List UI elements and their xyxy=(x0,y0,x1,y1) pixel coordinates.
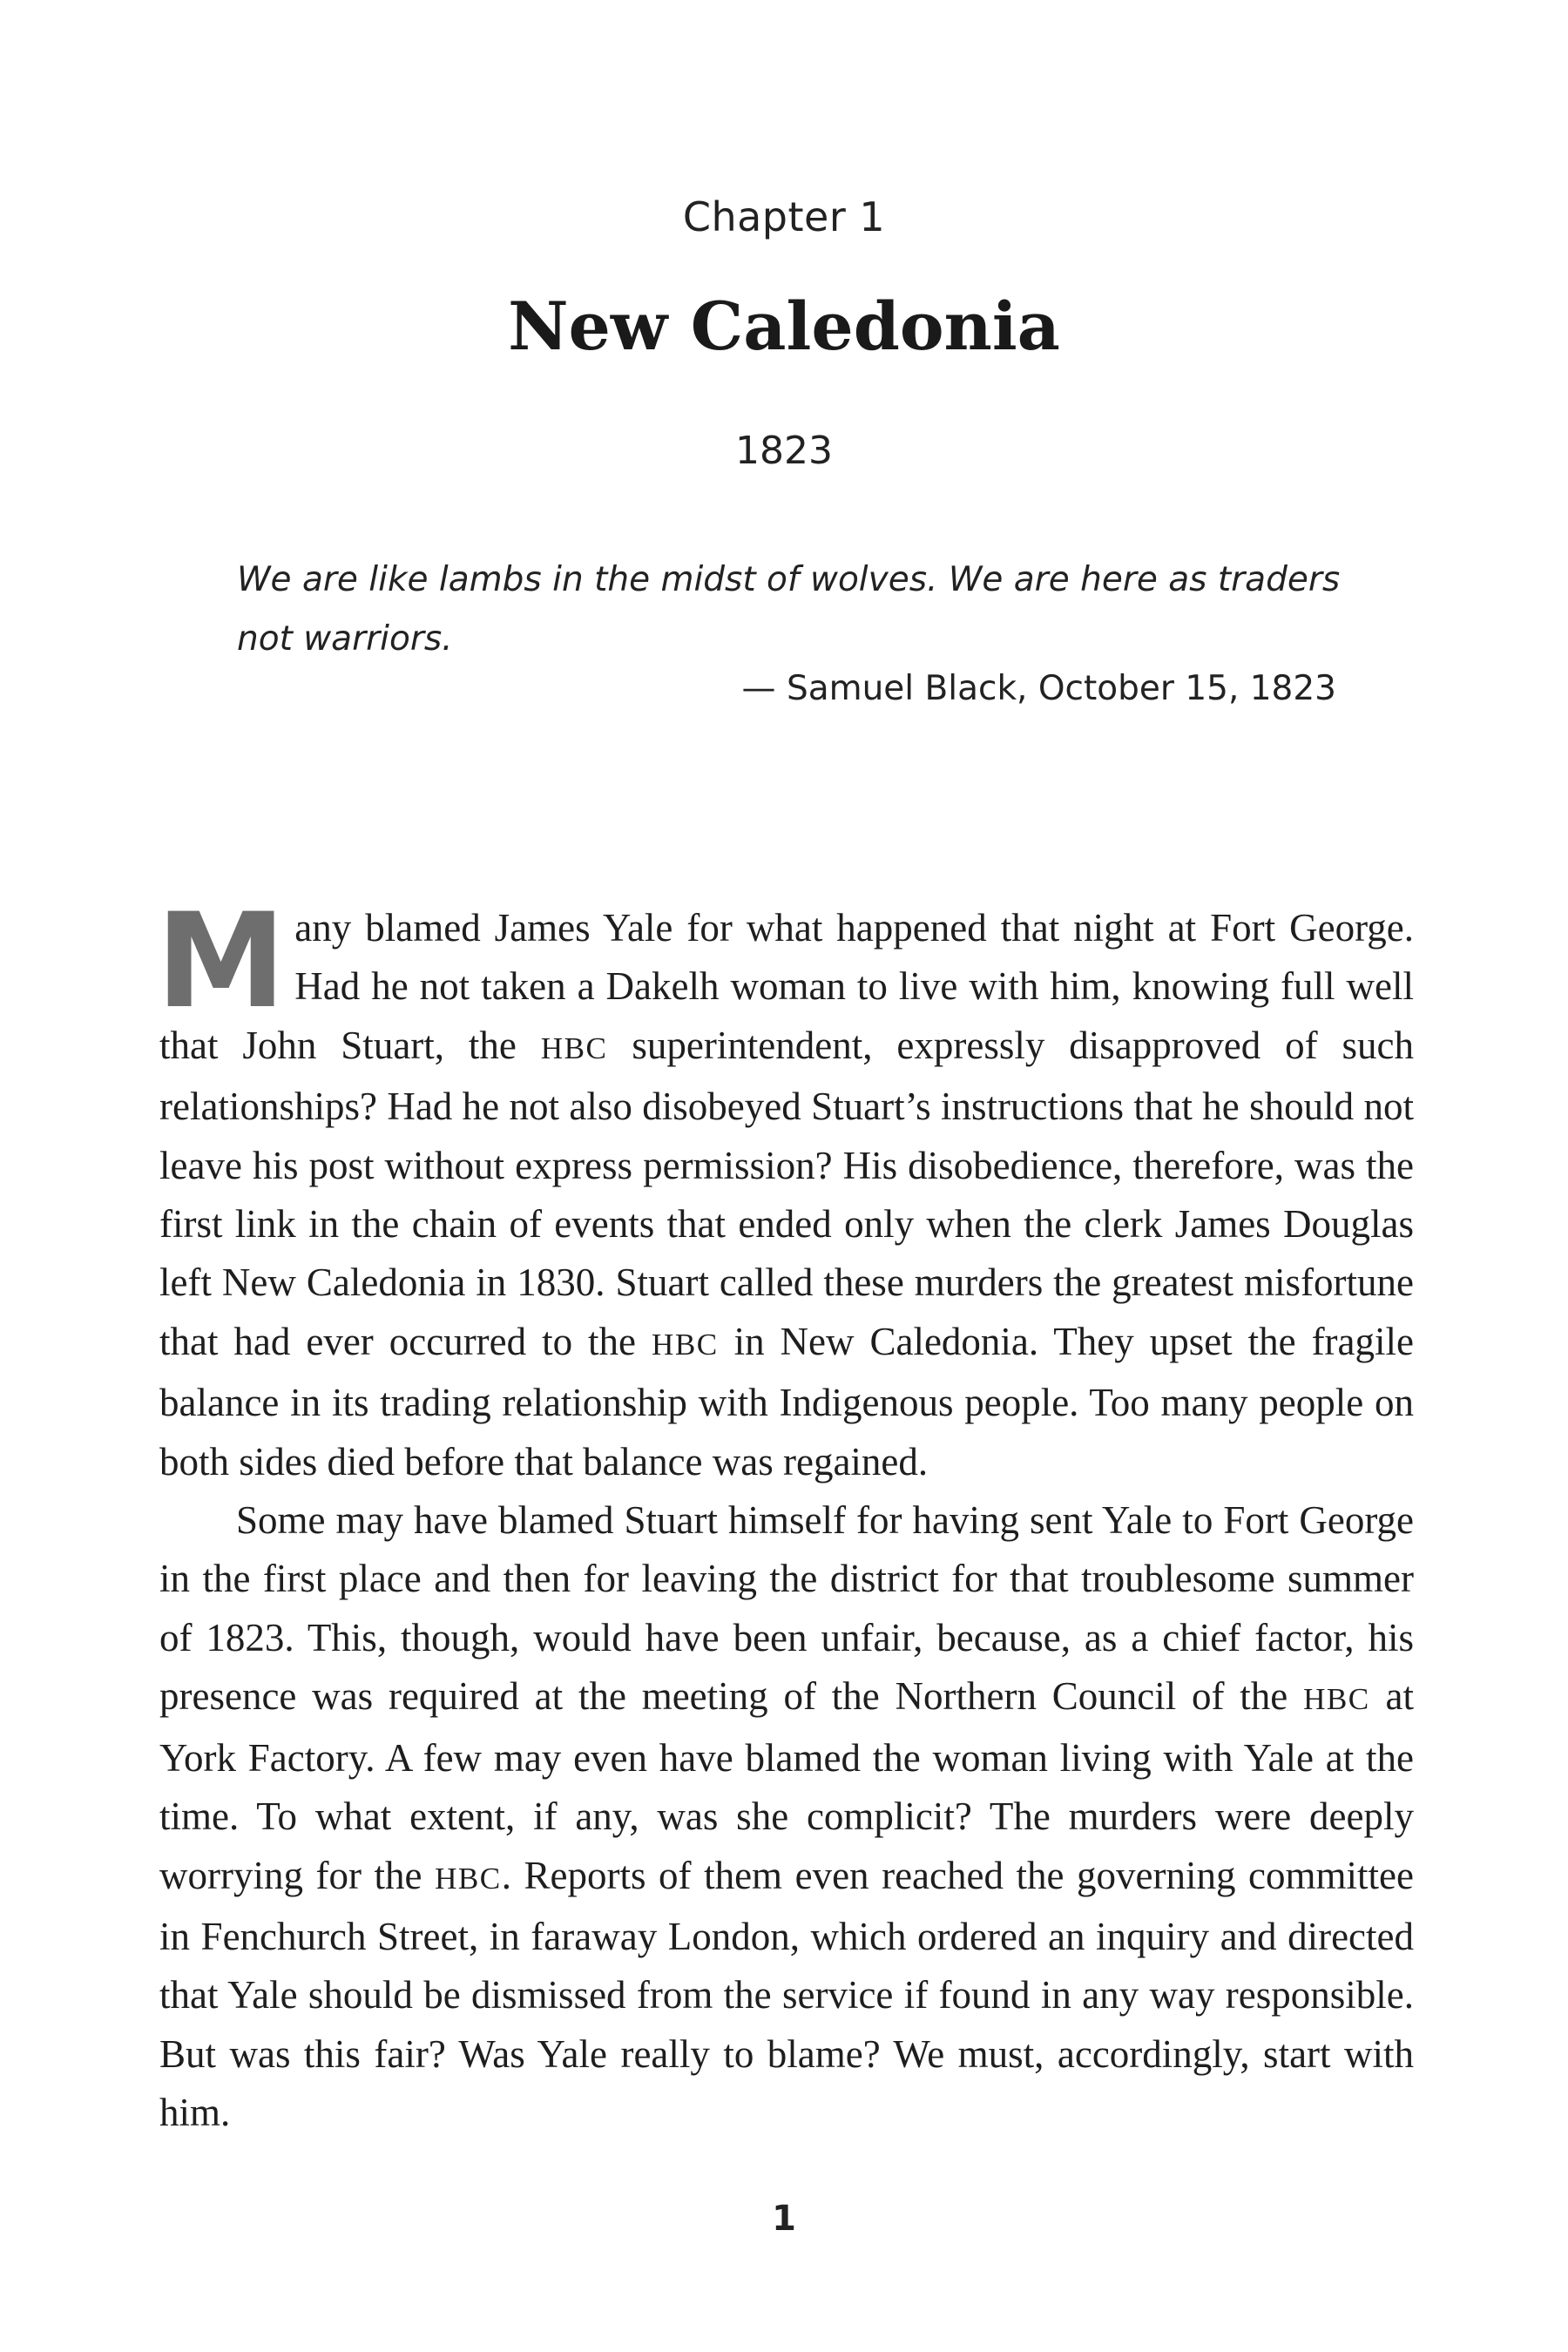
chapter-label: Chapter 1 xyxy=(682,193,886,240)
epigraph-attribution: — Samuel Black, October 15, 1823 xyxy=(741,669,1336,708)
paragraph-1-text-b: superintendent, expressly disapproved of such relationships? Had he not also disobeyed Stuart’s instructions that he should not leave his post without express permission? His disobedience, therefore, was the first link in the chain of events that ended only when the clerk James Douglas left New Caledonia in 1830. Stuart called these murders the greatest misfortune that had ever occurred to the xyxy=(159,1023,1414,1363)
hbc-abbreviation: HBC xyxy=(651,1327,719,1362)
hbc-abbreviation: HBC xyxy=(435,1861,502,1896)
paragraph-1-text-c: in New Caledonia. They upset the fragile balance in its trading relationship with Indigenous people. Too many people on both sides died before that balance was regained. xyxy=(159,1319,1414,1484)
page-number: 1 xyxy=(772,2199,796,2239)
chapter-year: 1823 xyxy=(735,429,833,473)
paragraph-2-text-b: at York Factory. A few may even have blamed the woman living with Yale at the time. To what extent, if any, was she complicit? The murders were deeply worrying for the xyxy=(159,1674,1414,1897)
paragraph-1 xyxy=(156,886,1414,1491)
epigraph-quote: We are like lambs in the midst of wolves. We are here as traders not warriors. xyxy=(237,560,1341,659)
drop-cap: M xyxy=(156,886,287,1037)
hbc-abbreviation: HBC xyxy=(540,1031,608,1065)
chapter-title: New Caledonia xyxy=(508,287,1060,365)
paragraph-2-text-c: . Reports of them even reached the governing committee in Fenchurch Street, in faraway London, which ordered an inquiry and directed that Yale should be dismissed from the service if found in any way responsible. But was this fair? Was Yale really to blame? We must, accordingly, start with him. xyxy=(159,1853,1414,2135)
hbc-abbreviation: HBC xyxy=(1303,1682,1370,1717)
chapter-body xyxy=(156,886,1414,2143)
paragraph-2-text-a: Some may have blamed Stuart himself for having sent Yale to Fort George in the first place and then for leaving the district for that troublesome summer of 1823. This, though, would have been unfair, because, as a chief factor, his presence was required at the meeting of the Northern Council of the xyxy=(159,1498,1414,1719)
paragraph-2 xyxy=(159,1491,1414,2142)
paragraph-1-text-a: any blamed James Yale for what happened that night at Fort George. Had he not taken a Dakelh woman to live with him, knowing full well that John Stuart, the xyxy=(159,906,1414,1067)
